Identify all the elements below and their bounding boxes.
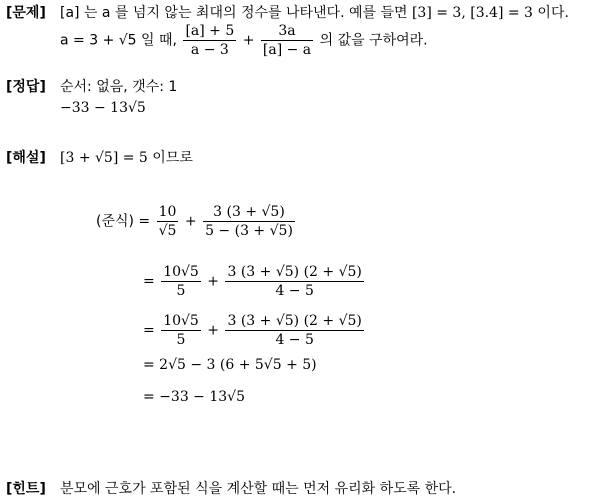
- equation-step-4: = 2√5 − 3 (6 + 5√5 + 5): [143, 357, 317, 373]
- equation-step-3: = $\frac{10√5}{5}$ + $\frac{3 (3 + √5) (2 + √5)}{4 - 5}$: [143, 313, 362, 348]
- step2-fraction-1-den: 5: [161, 281, 201, 300]
- step1-fraction-1: [157, 203, 179, 240]
- problem-line-2: [60, 22, 428, 59]
- answer-line-2: −33 − 13√5: [60, 100, 146, 116]
- problem-fraction-1-num: [a] + 5: [185, 23, 235, 39]
- step3-fraction-1-num: 10√5: [163, 313, 199, 329]
- problem-text-2a: a = 3 + √5 일 때,: [60, 32, 177, 49]
- step2-fraction-1-num: 10√5: [163, 264, 199, 280]
- step3-fraction-2-den: 4 − 5: [225, 330, 363, 349]
- hint-text: 분모에 근호가 포함된 식을 계산할 때는 먼저 유리화 하도록 한다.: [60, 481, 457, 497]
- problem-label: [문제]: [6, 5, 46, 21]
- answer-label: [정답]: [6, 79, 46, 95]
- step2-fraction-2-den: 4 − 5: [225, 281, 363, 300]
- equation-lhs: (준식) =: [96, 213, 151, 230]
- equation-step-2: = $\frac{10√5}{5}$ + $\frac{3 (3 + √5) (2 + √5)}{4 - 5}$: [143, 264, 362, 299]
- explanation-intro: [3 + √5] = 5 이므로: [60, 150, 193, 166]
- answer-line-1: 순서: 없음, 갯수: 1: [60, 79, 178, 95]
- problem-line-1: [60, 2, 569, 22]
- step2-fraction-2: [225, 263, 363, 300]
- step3-fraction-1-den: 5: [161, 330, 201, 349]
- hint-label: [힌트]: [6, 481, 46, 497]
- problem-text-1a: [a] 는 a 를 넘지 않는 최대의 정수를 나타낸다. 예를 들면: [60, 5, 408, 21]
- problem-plus: +: [242, 32, 255, 49]
- step2-fraction-2-num: 3 (3 + √5) (2 + √5): [227, 264, 362, 280]
- step3-fraction-2-num: 3 (3 + √5) (2 + √5): [227, 313, 362, 329]
- problem-fraction-2: [261, 22, 313, 59]
- step1-fraction-2-den: 5 − (3 + √5): [205, 223, 293, 239]
- step1-fraction-2: [203, 203, 295, 240]
- problem-fraction-2-den: [a] − a: [262, 42, 312, 58]
- problem-fraction-1: [183, 22, 236, 59]
- problem-text-1b: [3] = 3, [3.4] = 3 이다.: [411, 5, 569, 21]
- problem-fraction-1-den: a − 3: [183, 40, 236, 59]
- equation-step-5: = −33 − 13√5: [143, 389, 245, 405]
- step1-fraction-1-num: 10: [158, 204, 177, 220]
- equation-step-1: (준식) = $\frac{10}{√5}$ + $\frac{3 (3 + √5)}{5 - (3 + √5)}$: [96, 204, 293, 239]
- problem-text-2b: 의 값을 구하여라.: [319, 32, 428, 49]
- step3-fraction-2: [225, 312, 363, 349]
- step3-fraction-1: [161, 312, 201, 349]
- problem-fraction-2-num: 3a: [278, 23, 296, 39]
- step1-fraction-2-num: 3 (3 + √5): [213, 204, 285, 220]
- step2-fraction-1: [161, 263, 201, 300]
- step1-fraction-1-den: √5: [158, 223, 177, 239]
- explanation-label: [해설]: [6, 150, 46, 166]
